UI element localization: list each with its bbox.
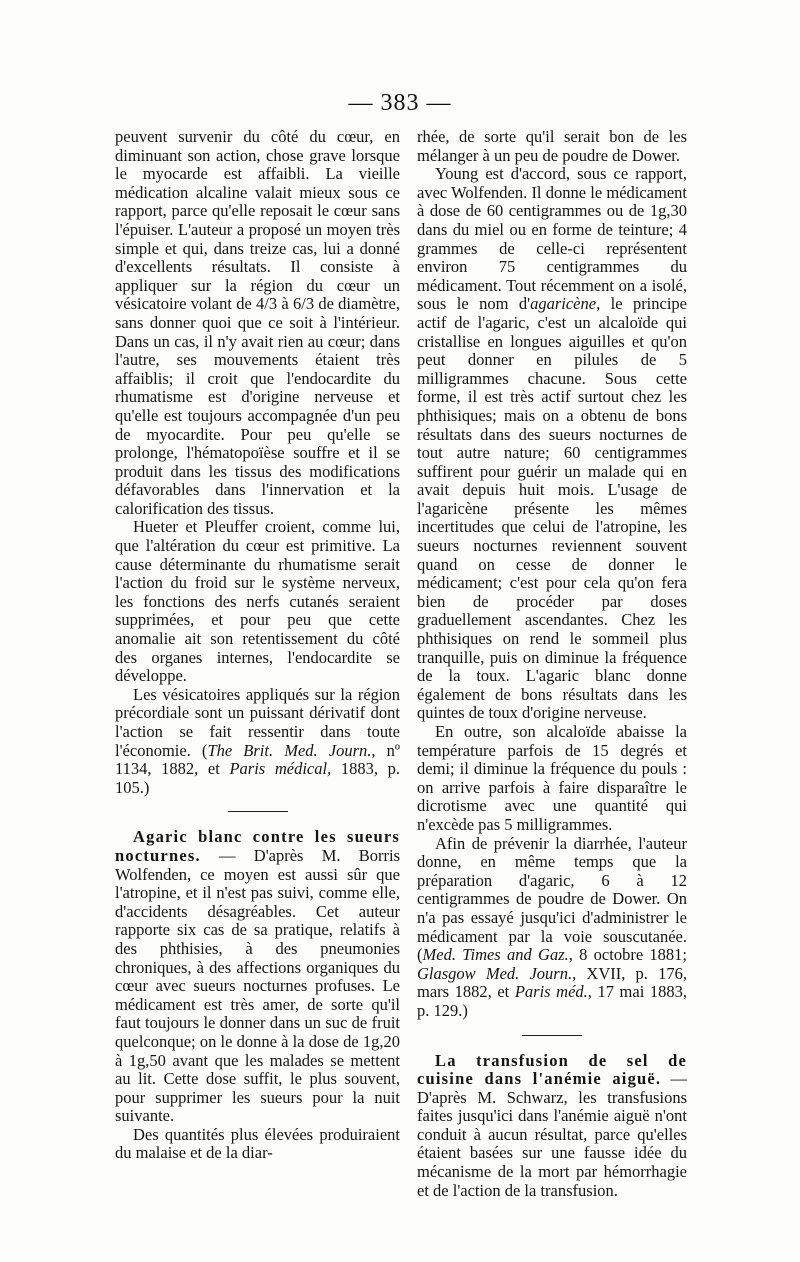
paragraph-text: Hueter et Pleuffer croient, comme lui, que l'altération du cœur est primitive. La cause déterminante du rhumatisme serait l'action du froid sur le système nerveux, les fonctions des nerfs cutanés seraient supprimées, et pour peu que cette anomalie ait son retentissement du côté des organes internes, l'endocardite se développe. bbox=[115, 517, 400, 686]
paragraph-text: Afin de prévenir la diarrhée, l'auteur donne, en même temps que la préparation d'agaric, 6 à 12 centigrammes de poudre de Dower. On n'a pas essayé jusqu'ici d'administrer le médicament par la voie souscutanée. ( bbox=[417, 833, 687, 965]
section-agaric bbox=[115, 828, 400, 1126]
paragraph-text: Les vésicatoires appliqués sur la région précordiale sont un puissant dérivatif dont l'action se fait ressentir dans toute l'économie. ( bbox=[115, 684, 400, 760]
citation-journal: Glasgow Med. Journ. bbox=[417, 963, 573, 983]
section-transfusion bbox=[417, 1052, 687, 1201]
left-column bbox=[115, 128, 400, 1163]
citation-journal: Paris médical, bbox=[229, 759, 332, 779]
citation-text: , nº 1134, 1882, et bbox=[115, 740, 400, 779]
paragraph bbox=[115, 518, 400, 685]
citation-text: , XVII, p. 176, mars 1882, et bbox=[417, 963, 687, 1002]
paragraph-text: — D'après M. Borris Wolfenden, ce moyen est aussi sûr que l'atropine, et il n'est pas suivi, comme elle, d'accidents désagréables. Cet auteur rapporte six cas de sa pratique, relatifs à des phthisies, à des pneumonies chroniques, à des affections organiques du cœur avec sueurs nocturnes profuses. Le médicament est très amer, de sorte qu'il faut toujours le donner dans un suc de fruit quelconque; on le donne à la dose de 1g,20 à 1g,50 avant que les malades se mettent au lit. Cette dose suffit, le plus souvent, pour supprimer les sueurs pour la nuit suivante. bbox=[115, 845, 400, 1126]
citation-journal: Med. Times and Gaz. bbox=[422, 945, 569, 965]
section-heading: Agaric blanc contre les sueurs nocturnes. bbox=[115, 827, 400, 865]
paragraph: rhée, de sorte qu'il serait bon de les mélanger à un peu de poudre de Dower. bbox=[417, 127, 687, 165]
paragraph-text: , le principe actif de l'agaric, c'est un alcaloïde qui cristallise en longues aiguilles et qu'on peut donner en pilules de 5 milligrammes chacune. Sous cette forme, il est très actif surtout chez les phthisiques; mais on a obtenu de bons résultats dans des sueurs nocturnes de tout autre nature; 60 centigrammes suffirent pour guérir un malade qui en avait depuis huit mois. L'usage de l'agaricène présente les mêmes incertitudes que celui de l'atropine, les sueurs nocturnes reviennent souvent quand on cesse de donner le médicament; c'est pour cela qu'on fera bien de procéder par doses graduellement ascendantes. Chez les phthisiques on rend le sommeil plus tranquille, puis on diminue la fréquence de la toux. L'agaric blanc donne également de bons résultats dans les quintes de toux d'origine nerveuse. bbox=[417, 294, 687, 723]
paragraph-text: Young est d'accord, sous ce rapport, avec Wolfenden. Il donne le médicament à dose de 60 centigrammes ou de 1g,30 dans du miel ou en forme de teinture; 4 grammes de celle-ci représentent environ 75 centigrammes du médicament. Tout récemment on a isolé, sous le nom d' bbox=[417, 164, 687, 314]
page-number: — 383 — bbox=[348, 90, 452, 116]
paragraph: peuvent survenir du côté du cœur, en diminuant son action, chose grave lorsque le myocarde est affaibli. La vieille médication alcaline valait mieux sous ce rapport, parce qu'elle reposait le cœur sans l'épuiser. L'auteur a proposé un moyen très simple et qui, dans treize cas, lui a donné d'excellents résultats. Il consiste à appliquer sur la région du cœur un vésicatoire volant de 4/3 à 6/3 de diamètre, sans donner quoi que ce soit à l'intérieur. Dans un cas, il n'y avait rien au cœur; dans l'autre, ses mouvements étaient très affaiblis; il croit que l'endocardite du rhumatisme est d'origine nerveuse et qu'elle est toujours accompagnée d'un peu de myocardite. Pour peu qu'elle se prolonge, l'hématopoïèse souffre et il se produit dans les tissus des modifications défavorables dans l'innervation et la calorification des tissus. bbox=[115, 127, 400, 518]
term-italic: agaricène bbox=[530, 294, 597, 314]
paragraph-citation bbox=[417, 835, 687, 1021]
citation-text: , 8 octobre 1881; bbox=[568, 945, 688, 965]
paragraph-text: Des quantités plus élevées produiraient du malaise et de la diar- bbox=[115, 1124, 400, 1163]
paragraph: En outre, son alcaloïde abaisse la température parfois de 15 degrés et demi; il diminue la fréquence du pouls : on arrive parfois à faire disparaître le dicrotisme avec une quantité qui n'excède pas 5 milligrammes. bbox=[417, 722, 687, 834]
citation-journal: The Brit. Med. Journ. bbox=[207, 740, 372, 760]
paragraph bbox=[417, 165, 687, 723]
citation-text: 1883, p. 105.) bbox=[115, 759, 400, 797]
citation-journal: Paris méd. bbox=[514, 982, 588, 1002]
section-divider bbox=[522, 1035, 582, 1036]
paragraph bbox=[115, 1126, 400, 1163]
citation-text: , 17 mai 1883, p. 129.) bbox=[417, 982, 687, 1020]
section-divider bbox=[228, 811, 288, 812]
right-column bbox=[417, 128, 687, 1200]
paragraph-text: — D'après M. Schwarz, les transfusions faites jusqu'ici dans l'anémie aiguë n'ont conduit à aucun résultat, parce qu'elles étaient basées sur une fausse idée du mécanisme de la mort par hémorrhagie et de l'action de la transfusion. bbox=[417, 1069, 687, 1200]
paragraph-citation bbox=[115, 686, 400, 798]
section-heading: La transfusion de sel de cuisine dans l'anémie aiguë. bbox=[417, 1050, 687, 1089]
